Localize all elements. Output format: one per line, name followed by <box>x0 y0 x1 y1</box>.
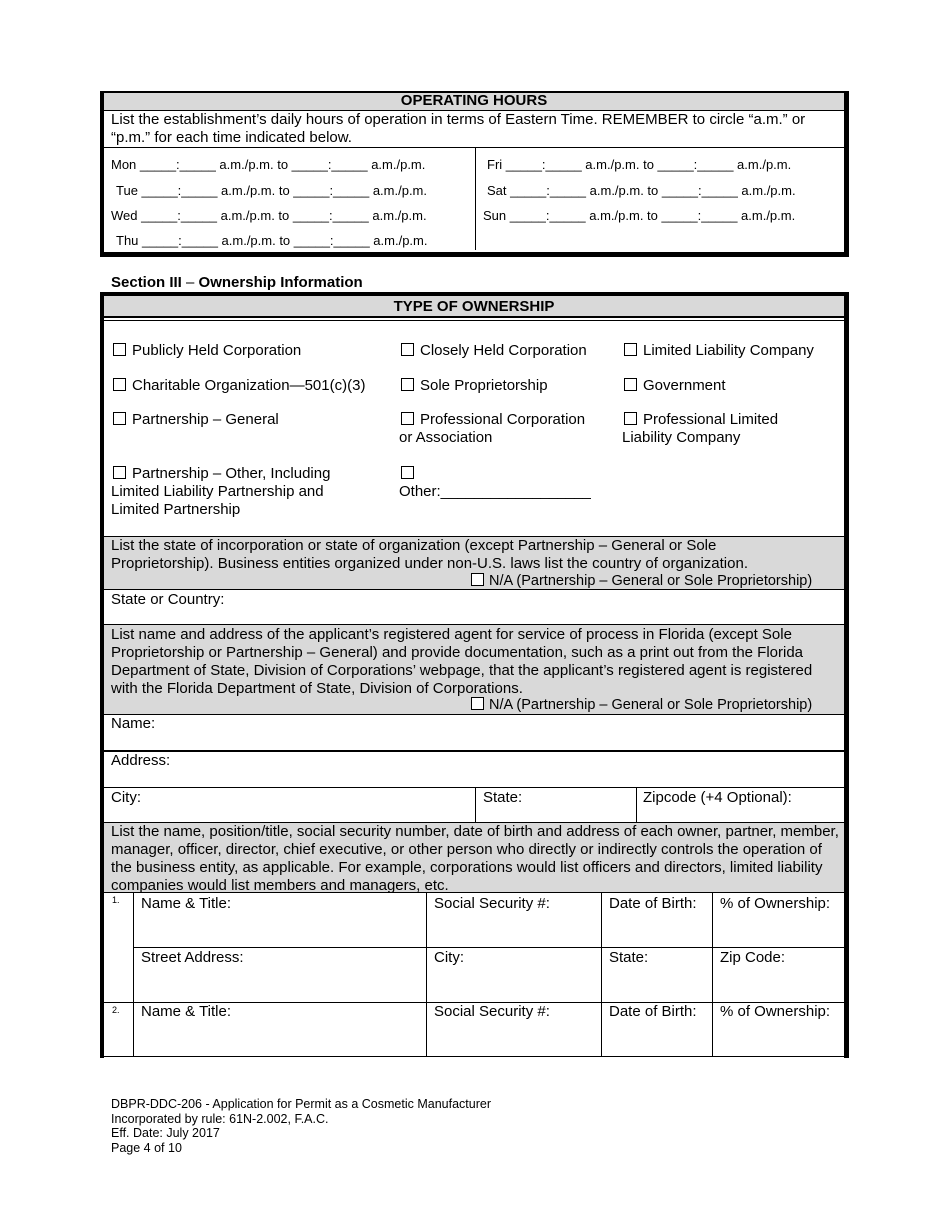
owner-ssn-field[interactable]: Social Security #: <box>434 895 550 912</box>
checkbox[interactable] <box>624 343 637 356</box>
footer-rule: Incorporated by rule: 61N-2.002, F.A.C. <box>111 1111 329 1126</box>
operating-hours-instructions: List the establishment’s daily hours of operation in terms of Eastern Time. REMEMBER to circle “a.m.” or “p.m.” for each time indicated below. <box>111 111 806 146</box>
checkbox[interactable] <box>401 343 414 356</box>
agent-na-option[interactable]: N/A (Partnership – General or Sole Proprietorship) <box>471 697 812 713</box>
checkbox[interactable] <box>113 343 126 356</box>
owner-row-number: 2. <box>112 1005 120 1015</box>
owner-zip-field[interactable]: Zip Code: <box>720 949 786 966</box>
owner-city-field[interactable]: City: <box>434 949 464 966</box>
other-field[interactable]: Other:__________________ <box>399 483 591 500</box>
state-instructions: List the state of incorporation or state of organization (except Partnership – General or Sole Proprietorship). Business entities organized under non-U.S. laws list the country of organization. <box>111 537 748 572</box>
owner-ssn-field[interactable]: Social Security #: <box>434 1003 550 1020</box>
agent-instructions: List name and address of the applicant’s registered agent for service of process in Florida (except Sole Proprietorship or Partnership – General) and provide documentation, such as a print out from the Florida Department of State, Division of Corporations’ webpage, that the applicant’s registered agent is registered with the Florida Department of State, Division of Corporations. <box>111 626 813 697</box>
option-charitable[interactable]: Charitable Organization—501(c)(3) <box>113 377 365 394</box>
footer-form-title: DBPR-DDC-206 - Application for Permit as a Cosmetic Manufacturer <box>111 1097 491 1111</box>
checkbox[interactable] <box>113 466 126 479</box>
state-or-country-field[interactable]: State or Country: <box>111 591 225 608</box>
option-partnership-general[interactable]: Partnership – General <box>113 411 279 428</box>
owner-name-title-field[interactable]: Name & Title: <box>141 1003 232 1020</box>
hours-wed[interactable]: Wed _____:_____ a.m./p.m. to _____:_____ a.m./p.m. <box>111 208 427 223</box>
owner-street-field[interactable]: Street Address: <box>141 949 244 966</box>
checkbox[interactable] <box>624 378 637 391</box>
owners-instructions: List the name, position/title, social security number, date of birth and address of each owner, partner, member, manager, officer, director, chief executive, or other person who directly or indirectly controls the operation of the business entity, as applicable. For example, corporations would list officers and directors, limited liability companies would list members and managers, etc. <box>111 823 839 894</box>
owner-state-field[interactable]: State: <box>609 949 649 966</box>
page-footer <box>111 1097 491 1155</box>
owner-dob-field[interactable]: Date of Birth: <box>609 1003 697 1020</box>
hours-sun[interactable]: Sun _____:_____ a.m./p.m. to _____:_____ a.m./p.m. <box>483 208 796 223</box>
agent-city-field[interactable]: City: <box>111 789 141 806</box>
agent-name-field[interactable]: Name: <box>111 715 156 732</box>
checkbox[interactable] <box>471 697 484 710</box>
state-na-option[interactable]: N/A (Partnership – General or Sole Proprietorship) <box>471 573 812 589</box>
checkbox[interactable] <box>113 378 126 391</box>
owner-ownership-pct-field[interactable]: % of Ownership: <box>720 895 831 912</box>
hours-sat[interactable]: Sat _____:_____ a.m./p.m. to _____:_____ a.m./p.m. <box>487 183 796 198</box>
option-government[interactable]: Government <box>624 377 726 394</box>
agent-state-field[interactable]: State: <box>483 789 523 806</box>
owner-name-title-field[interactable]: Name & Title: <box>141 895 232 912</box>
hours-tue[interactable]: Tue _____:_____ a.m./p.m. to _____:_____ a.m./p.m. <box>116 183 427 198</box>
owner-dob-field[interactable]: Date of Birth: <box>609 895 697 912</box>
operating-hours-title: OPERATING HOURS <box>400 92 548 109</box>
option-professional-llc[interactable]: Professional Limited Liability Company <box>622 411 779 446</box>
option-sole-proprietorship[interactable]: Sole Proprietorship <box>401 377 548 394</box>
hours-fri[interactable]: Fri _____:_____ a.m./p.m. to _____:_____ a.m./p.m. <box>487 157 792 172</box>
section-title: Ownership Information <box>198 274 363 291</box>
agent-zip-field[interactable]: Zipcode (+4 Optional): <box>643 789 792 806</box>
section-heading: Section III – Ownership Information <box>111 274 363 291</box>
checkbox[interactable] <box>401 378 414 391</box>
option-publicly-held[interactable]: Publicly Held Corporation <box>113 342 301 359</box>
ownership-title: TYPE OF OWNERSHIP <box>393 298 555 315</box>
owner-ownership-pct-field[interactable]: % of Ownership: <box>720 1003 831 1020</box>
option-partnership-other[interactable]: Partnership – Other, Including Limited Liability Partnership and Limited Partnership <box>111 465 331 518</box>
owner-row-number: 1. <box>112 895 120 905</box>
footer-page-number: Page 4 of 10 <box>111 1140 182 1155</box>
section-label: Section III <box>111 274 182 291</box>
agent-address-field[interactable]: Address: <box>111 752 171 769</box>
checkbox[interactable] <box>113 412 126 425</box>
option-other[interactable] <box>401 465 591 501</box>
footer-eff-date: Eff. Date: July 2017 <box>111 1126 220 1140</box>
checkbox[interactable] <box>401 466 414 479</box>
option-llc[interactable]: Limited Liability Company <box>624 342 814 359</box>
option-professional-corporation[interactable]: Professional Corporation or Association <box>399 411 586 446</box>
checkbox[interactable] <box>401 412 414 425</box>
checkbox[interactable] <box>624 412 637 425</box>
checkbox[interactable] <box>471 573 484 586</box>
option-closely-held[interactable]: Closely Held Corporation <box>401 342 587 359</box>
hours-thu[interactable]: Thu _____:_____ a.m./p.m. to _____:_____ a.m./p.m. <box>116 233 428 248</box>
hours-mon[interactable]: Mon _____:_____ a.m./p.m. to _____:_____ a.m./p.m. <box>111 157 426 172</box>
